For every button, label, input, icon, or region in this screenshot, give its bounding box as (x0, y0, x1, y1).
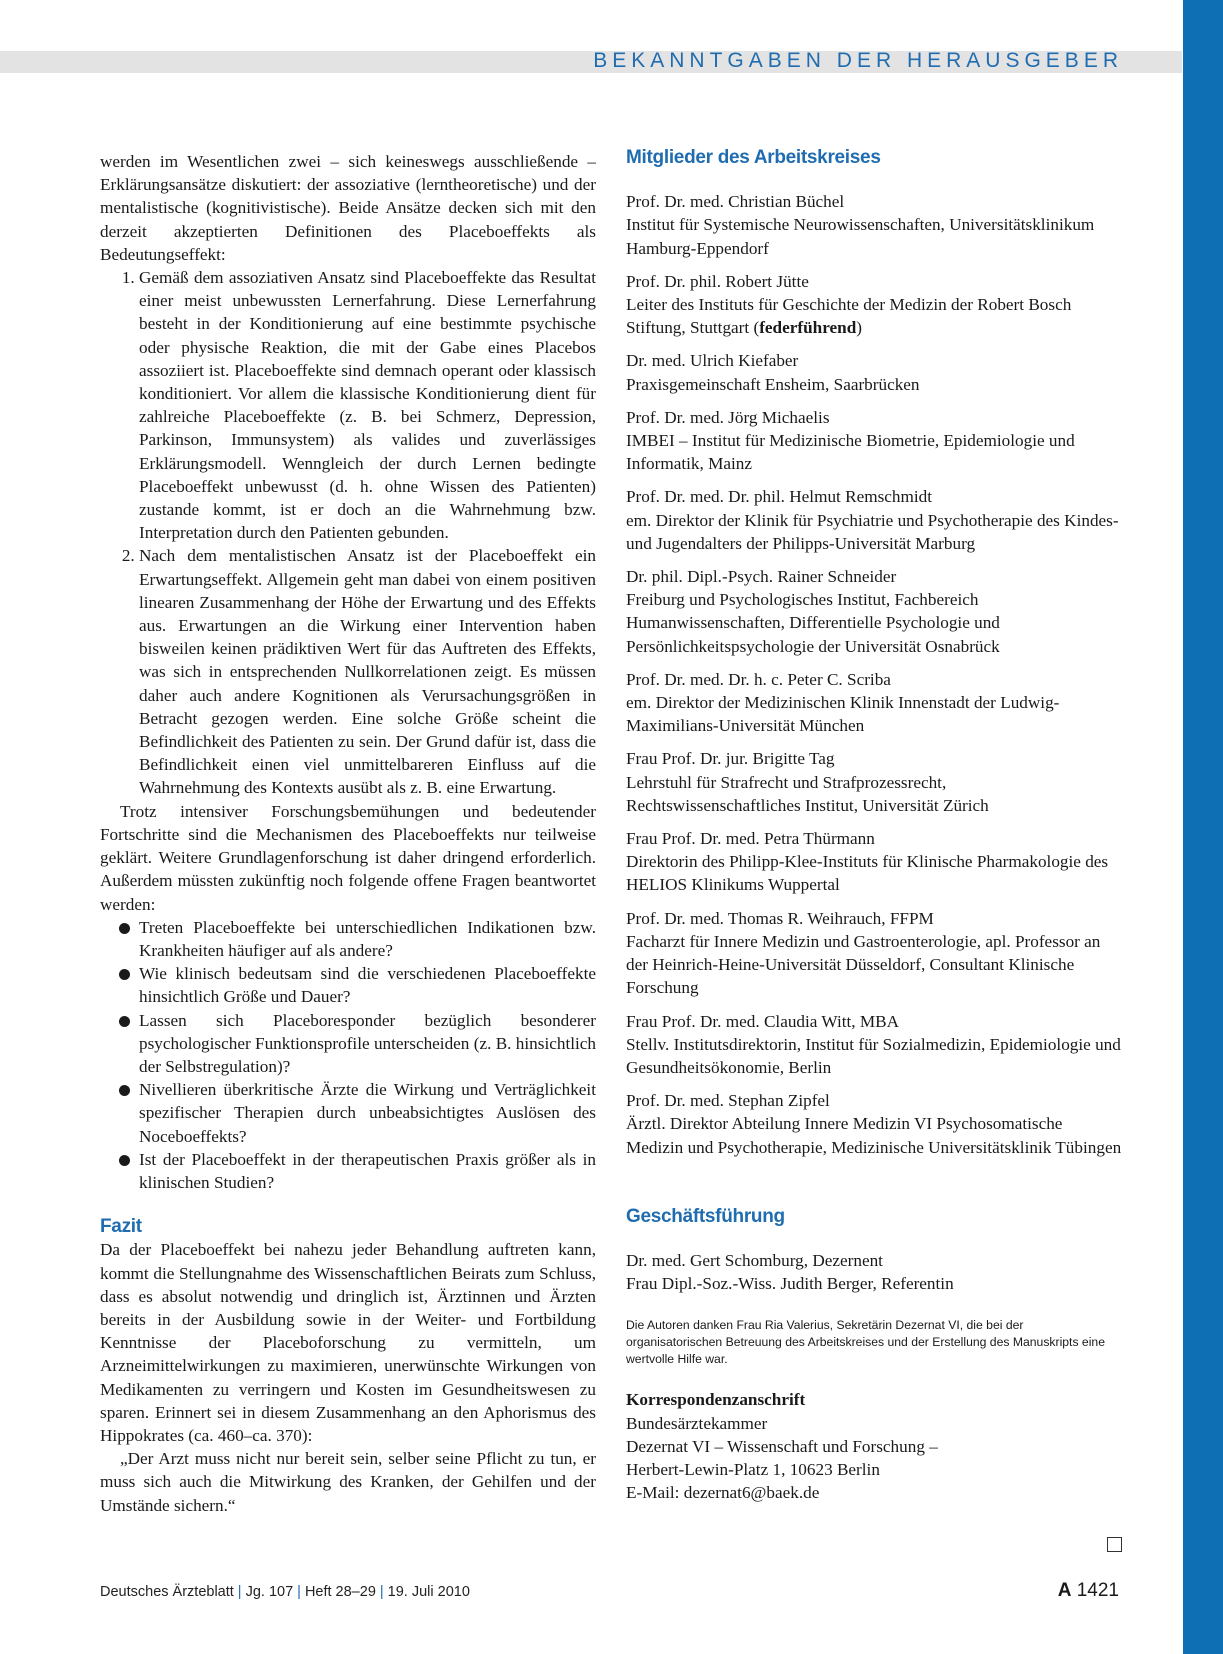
management-line: Frau Dipl.-Soz.-Wiss. Judith Berger, Referentin (626, 1274, 954, 1294)
member-name: Frau Prof. Dr. jur. Brigitte Tag (626, 749, 835, 769)
question-item: Wie klinisch bedeutsam sind die verschiedenen Placeboeffekte hinsichtlich Größe und Dauer? (100, 962, 596, 1008)
member-name: Prof. Dr. med. Jörg Michaelis (626, 407, 830, 427)
member-affiliation: em. Direktor der Medizinischen Klinik Innenstadt der Ludwig-Maximilians-Universität München (626, 693, 1060, 736)
acknowledgement: Die Autoren danken Frau Ria Valerius, Sekretärin Dezernat VI, die bei der organisatorischen Betreuung des Arbeitskreises und der Erstellung des Manuskripts eine wertvolle Hilfe war. (626, 1318, 1105, 1367)
approach-item-1: 1. Gemäß dem assoziativen Ansatz sind Placeboeffekte das Resultat einer meist unbewussten Lernerfahrung. Diese Lernerfahrung besteht in der Konditionierung auf eine bestimmte psychische oder physische Reaktion, die mit der Gabe eines Placebos assoziiert ist. Placeboeffekte sind demnach operant oder klassisch konditioniert. Vor allem die klassische Konditionierung dient für zahlreiche Placeboeffekte (z. B. bei Schmerz, Depression, Parkinson, Immunsystem) als valides und zuverlässiges Erklärungsmodell. Wenngleich der durch Lernen bedingte Placeboeffekt unbewusst (d. h. ohne Wissen des Patienten) zustande kommt, ist er doch an die Wahrnehmung bzw. Interpretation durch den Patienten gebunden. (139, 266, 596, 544)
member-entry (626, 190, 1123, 260)
open-questions-list (100, 916, 596, 1194)
member-name: Prof. Dr. med. Dr. h. c. Peter C. Scriba (626, 669, 891, 689)
member-entry (626, 747, 1123, 817)
question-item: Ist der Placeboeffekt in der therapeutischen Praxis größer als in klinischen Studien? (100, 1148, 596, 1194)
members-heading: Mitglieder des Arbeitskreises (626, 147, 881, 168)
left-column (100, 150, 596, 1517)
management-heading: Geschäftsführung (626, 1205, 785, 1227)
correspondence-title: Korrespondenzanschrift (626, 1390, 806, 1410)
member-affiliation: Institut für Systemische Neurowissenschaften, Universitätsklinikum Hamburg-Eppendorf (626, 215, 1095, 258)
right-column (626, 146, 1123, 1504)
question-item: Treten Placeboeffekte bei unterschiedlichen Indikationen bzw. Krankheiten häufiger auf als andere? (100, 916, 596, 962)
member-affiliation: Direktorin des Philipp-Klee-Instituts für Klinische Pharmakologie des HELIOS Klinikums Wuppertal (626, 852, 1109, 895)
member-name: Prof. Dr. med. Stephan Zipfel (626, 1091, 830, 1111)
management-line: Dr. med. Gert Schomburg, Dezernent (626, 1250, 883, 1270)
correspondence-address (626, 1388, 1123, 1504)
issue-date: 19. Juli 2010 (387, 1584, 470, 1600)
approaches-list (100, 266, 596, 800)
address-line: Dezernat VI – Wissenschaft und Forschung – (626, 1436, 938, 1456)
member-entry (626, 565, 1123, 658)
member-affiliation-end: ) (856, 318, 863, 338)
member-affiliation: em. Direktor der Klinik für Psychiatrie und Psychotherapie des Kindes- und Jugendalters der Philipps-Universität Marburg (626, 510, 1119, 553)
member-name: Dr. med. Ulrich Kiefaber (626, 351, 799, 371)
lead-marker: federführend (759, 318, 857, 338)
member-affiliation: Freiburg und Psychologisches Institut, Fachbereich Humanwissenschaften, Differentielle Psychologie und Persönlichkeitspsychologie der Universität Osnabrück (626, 590, 1000, 656)
member-entry (626, 270, 1123, 340)
section-title: BEKANNTGABEN DER HERAUSGEBER (593, 49, 1123, 72)
member-entry (626, 827, 1123, 897)
end-of-article-marker (1107, 1537, 1122, 1552)
journal-name: Deutsches Ärzteblatt (100, 1584, 234, 1600)
question-item: Lassen sich Placeboresponder bezüglich besonderer psychologischer Funktionsprofile unterscheiden (z. B. hinsichtlich der Selbstregulation)? (100, 1009, 596, 1079)
trotz-paragraph: Trotz intensiver Forschungsbemühungen und bedeutender Fortschritte sind die Mechanismen des Placeboeffekts nur teilweise geklärt. Weitere Grundlagenforschung ist daher dringend erforderlich. Außerdem müssten zukünftig noch folgende offene Fragen beantwortet werden: (100, 801, 596, 914)
member-affiliation: Praxisgemeinschaft Ensheim, Saarbrücken (626, 374, 920, 394)
member-affiliation: Stellv. Institutsdirektorin, Institut für Sozialmedizin, Epidemiologie und Gesundheitsökonomie, Berlin (626, 1034, 1121, 1077)
member-affiliation: Lehrstuhl für Strafrecht und Strafprozessrecht, Rechtswissenschaftliches Institut, Universität Zürich (626, 772, 989, 815)
member-affiliation-text: Leiter des Instituts für Geschichte der Medizin der Robert Bosch Stiftung, Stuttgart ( (626, 295, 1072, 338)
address-line: Bundesärztekammer (626, 1413, 768, 1433)
footer-citation (100, 1584, 470, 1600)
member-name: Frau Prof. Dr. med. Claudia Witt, MBA (626, 1011, 900, 1031)
member-entry (626, 406, 1123, 476)
page-prefix: A (1057, 1580, 1072, 1601)
member-entry (626, 349, 1123, 395)
fazit-heading: Fazit (100, 1216, 142, 1238)
member-entry (626, 1089, 1123, 1159)
hippokrates-quote: „Der Arzt muss nicht nur bereit sein, selber seine Pflicht zu tun, er muss sich auch die Mitwirkung des Kranken, der Gehilfen und der Umstände sichern.“ (100, 1449, 596, 1515)
separator: | (379, 1584, 384, 1600)
member-entry (626, 907, 1123, 1000)
member-affiliation (626, 293, 1123, 339)
issue: Heft 28–29 (304, 1584, 376, 1600)
member-name: Prof. Dr. med. Thomas R. Weihrauch, FFPM (626, 908, 934, 928)
address-line: Herbert-Lewin-Platz 1, 10623 Berlin (626, 1459, 880, 1479)
member-name: Dr. phil. Dipl.-Psych. Rainer Schneider (626, 567, 897, 587)
page-number (1058, 1580, 1119, 1602)
member-name: Prof. Dr. med. Christian Büchel (626, 192, 845, 212)
member-name: Frau Prof. Dr. med. Petra Thürmann (626, 829, 875, 849)
separator: | (297, 1584, 301, 1600)
question-item: Nivellieren überkritische Ärzte die Wirkung und Verträglichkeit spezifischer Therapien durch unbeabsichtigtes Auslösen des Noceboeffekts? (100, 1078, 596, 1148)
fazit-paragraph: Da der Placeboeffekt bei nahezu jeder Behandlung auftreten kann, kommt die Stellungnahme des Wissenschaftlichen Beirats zum Schluss, dass es absolut notwendig und dringlich ist, Ärztinnen und Ärzten bereits in der Ausbildung sowie in der Weiter- und Fortbildung Kenntnisse der Placeboforschung zu vermitteln, um Arzneimittelwirkungen zu maximieren, unerwünschte Wirkungen von Medikamenten zu verringern und Kosten im Gesundheitswesen zu sparen. Erinnert sei in diesem Zusammenhang an den Aphorismus des Hippokrates (ca. 460–ca. 370): (100, 1240, 596, 1445)
email-line: E-Mail: dezernat6@baek.de (626, 1483, 820, 1503)
members-list (626, 190, 1123, 1159)
volume: Jg. 107 (245, 1584, 294, 1600)
member-name: Prof. Dr. phil. Robert Jütte (626, 271, 809, 291)
member-affiliation: Facharzt für Innere Medizin und Gastroenterologie, apl. Professor an der Heinrich-Heine-Universität Düsseldorf, Consultant Klinische Forschung (626, 931, 1101, 998)
intro-paragraph: werden im Wesentlichen zwei – sich keineswegs ausschließende – Erklärungsansätze diskutiert: der assoziative (lerntheoretische) und der mentalistische (kognitivistische). Beide Ansätze decken sich mit den derzeit akzeptierten Definitionen des Placeboeffekts als Bedeutungseffekt: (100, 152, 596, 264)
page-number-value: 1421 (1076, 1580, 1119, 1601)
member-entry (626, 1010, 1123, 1080)
member-affiliation: Ärztl. Direktor Abteilung Innere Medizin VI Psychosomatische Medizin und Psychotherapie, Medizinische Universitätsklinik Tübingen (626, 1114, 1122, 1157)
member-entry (626, 668, 1123, 738)
approach-item-2: 2. Nach dem mentalistischen Ansatz ist der Placeboeffekt ein Erwartungseffekt. Allgemein geht man dabei von einem positiven linearen Zusammenhang der Höhe der Erwartung und des Effekts aus. Erwartungen an die Wirkung einer Intervention haben bisweilen keinen prädiktiven Wert für das Auftreten des Effekts, was sich in entsprechenden Nullkorrelationen zeigt. Es müssen daher auch andere Kognitionen als Verursachungsgrößen in Betracht gezogen werden. Eine solche Größe scheint die Befindlichkeit des Patienten zu sein. Der Grund dafür ist, dass die Befindlichkeit einen viel unmittelbareren Einfluss auf die Wahrnehmung des Kontexts ausübt als z. B. eine Erwartung. (139, 544, 596, 799)
member-name: Prof. Dr. med. Dr. phil. Helmut Remschmidt (626, 487, 933, 507)
member-affiliation: IMBEI – Institut für Medizinische Biometrie, Epidemiologie und Informatik, Mainz (626, 431, 1075, 474)
separator: | (237, 1584, 242, 1600)
member-entry (626, 485, 1123, 555)
side-color-bar (1183, 0, 1223, 1654)
management-list (626, 1249, 1123, 1295)
